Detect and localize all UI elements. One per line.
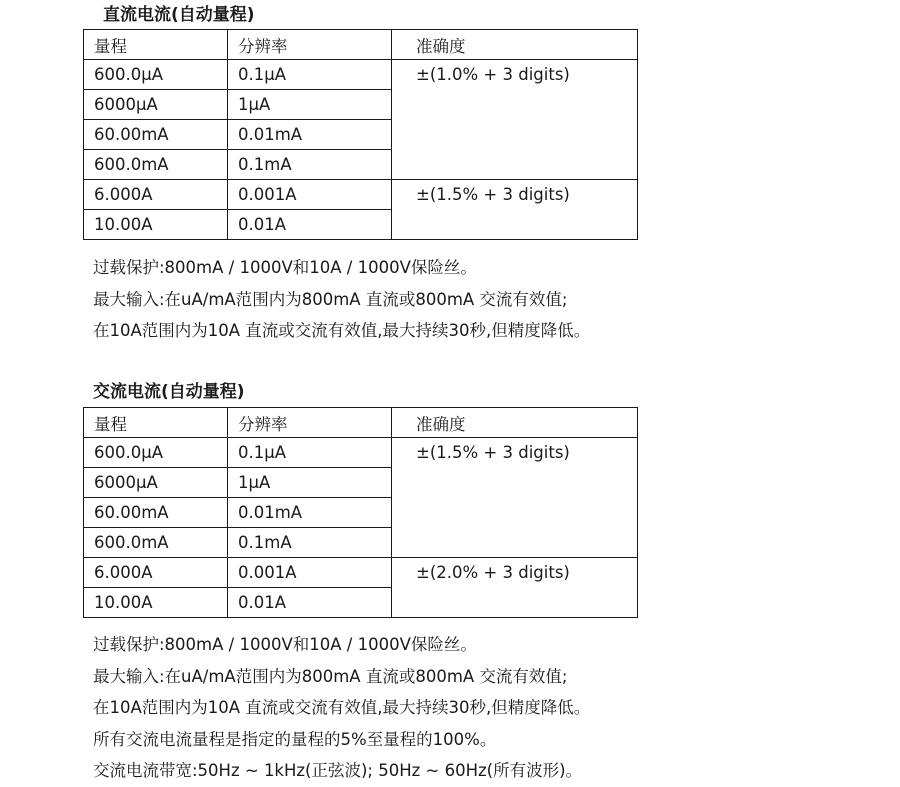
resolution-cell: 0.01mA (228, 120, 392, 150)
resolution-cell: 0.01mA (228, 498, 392, 528)
range-cell: 6000μA (84, 90, 228, 120)
resolution-cell: 0.01A (228, 210, 392, 240)
ac-current-title: 交流电流(自动量程) (93, 382, 245, 402)
range-cell: 10.00A (84, 210, 228, 240)
range-cell: 600.0mA (84, 150, 228, 180)
accuracy-cell: ±(1.5% + 3 digits) (392, 180, 638, 240)
range-cell: 6000μA (84, 468, 228, 498)
range-cell: 6.000A (84, 180, 228, 210)
header-range: 量程 (84, 408, 228, 438)
header-range: 量程 (84, 30, 228, 60)
range-cell: 600.0μA (84, 60, 228, 90)
resolution-cell: 0.001A (228, 180, 392, 210)
range-cell: 10.00A (84, 588, 228, 618)
table-header-row (84, 408, 638, 438)
range-cell: 6.000A (84, 558, 228, 588)
resolution-cell: 0.01A (228, 588, 392, 618)
table-row (84, 438, 638, 468)
resolution-cell: 1μA (228, 90, 392, 120)
dc-current-notes (93, 252, 590, 347)
table-row (84, 60, 638, 90)
note-max-input: 最大输入:在uA/mA范围内为800mA 直流或800mA 交流有效值; (93, 666, 568, 686)
header-resolution: 分辨率 (228, 30, 392, 60)
table-header-row (84, 30, 638, 60)
table-row (84, 180, 638, 210)
range-cell: 600.0μA (84, 438, 228, 468)
dc-current-title: 直流电流(自动量程) (103, 5, 255, 25)
header-accuracy: 准确度 (392, 30, 638, 60)
ac-current-notes (93, 629, 590, 787)
header-resolution: 分辨率 (228, 408, 392, 438)
dc-current-spec-table (83, 29, 638, 240)
accuracy-cell: ±(2.0% + 3 digits) (392, 558, 638, 618)
note-ac-bandwidth: 交流电流带宽:50Hz ~ 1kHz(正弦波); 50Hz ~ 60Hz(所有波形)。 (93, 761, 583, 780)
ac-current-spec-table (83, 407, 638, 618)
range-cell: 60.00mA (84, 120, 228, 150)
resolution-cell: 0.1mA (228, 528, 392, 558)
accuracy-cell: ±(1.0% + 3 digits) (392, 60, 638, 180)
note-max-input: 最大输入:在uA/mA范围内为800mA 直流或800mA 交流有效值; (93, 289, 568, 309)
note-10a-range: 在10A范围内为10A 直流或交流有效值,最大持续30秒,但精度降低。 (93, 698, 591, 717)
range-cell: 60.00mA (84, 498, 228, 528)
accuracy-cell: ±(1.5% + 3 digits) (392, 438, 638, 558)
resolution-cell: 0.1μA (228, 438, 392, 468)
note-ac-range-spec: 所有交流电流量程是指定的量程的5%至量程的100%。 (93, 729, 497, 749)
resolution-cell: 1μA (228, 468, 392, 498)
note-overload-protection: 过载保护:800mA / 1000V和10A / 1000V保险丝。 (93, 258, 477, 277)
resolution-cell: 0.1mA (228, 150, 392, 180)
range-cell: 600.0mA (84, 528, 228, 558)
resolution-cell: 0.1μA (228, 60, 392, 90)
resolution-cell: 0.001A (228, 558, 392, 588)
note-overload-protection: 过载保护:800mA / 1000V和10A / 1000V保险丝。 (93, 635, 477, 654)
note-10a-range: 在10A范围内为10A 直流或交流有效值,最大持续30秒,但精度降低。 (93, 321, 591, 340)
table-row (84, 558, 638, 588)
header-accuracy: 准确度 (392, 408, 638, 438)
